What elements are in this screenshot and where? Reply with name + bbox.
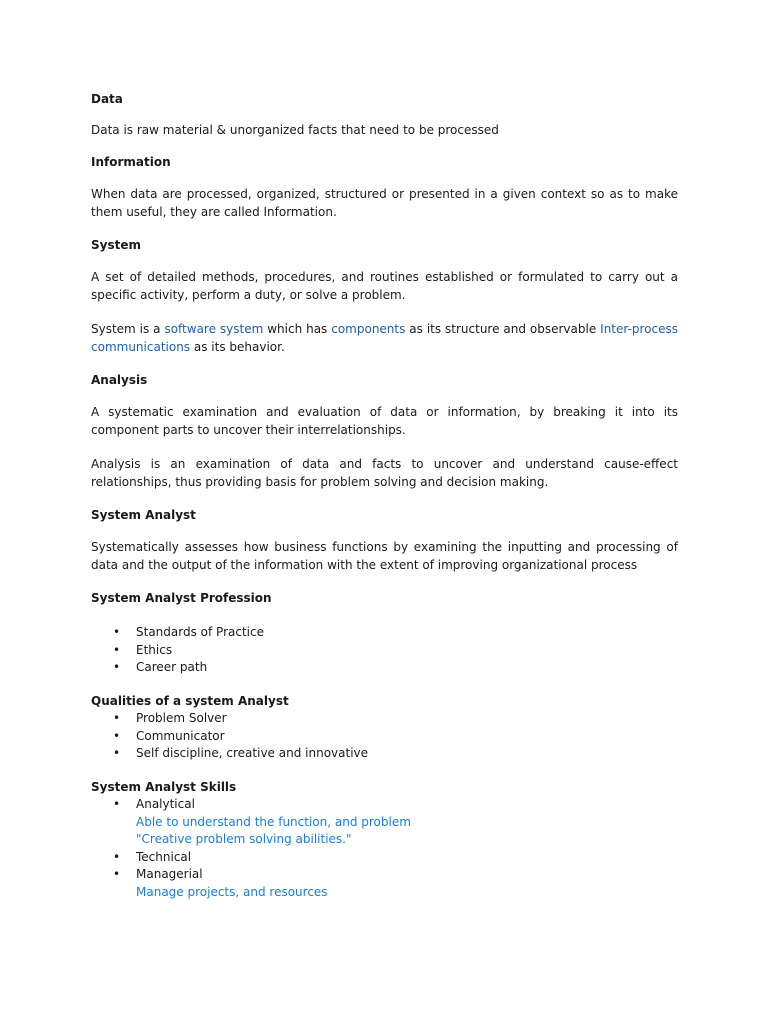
analysis-description: Analysis is an examination of data and facts to uncover and understand cause-effect relationships, thus providing basis for problem solving and decision making.	[91, 457, 678, 489]
bullet: •	[113, 746, 121, 760]
data-definition: Data is raw material & unorganized facts that need to be processed	[91, 123, 499, 137]
list-item	[91, 866, 678, 884]
skills-list	[91, 796, 678, 901]
list-item-label: Technical	[136, 849, 192, 864]
analysis-heading: Analysis	[91, 373, 148, 387]
skill-detail: Manage projects, and resources	[136, 884, 328, 899]
system-desc-text-1: System is a	[91, 322, 165, 336]
list-item-label: Self discipline, creative and innovative	[136, 746, 369, 760]
bullet: •	[113, 625, 121, 639]
list-item	[91, 849, 678, 867]
system-analyst-heading: System Analyst	[91, 508, 196, 522]
list-item	[91, 642, 678, 660]
analysis-definition: A systematic examination and evaluation of data or information, by breaking it into its component parts to uncover their interrelationships.	[91, 405, 678, 437]
list-item	[91, 624, 678, 642]
system-desc-text-2: which has	[263, 322, 332, 336]
skill-detail: "Creative problem solving abilities."	[136, 832, 352, 846]
list-item	[91, 796, 678, 814]
list-item-label: Career path	[136, 660, 208, 674]
information-definition: When data are processed, organized, structured or presented in a given context so as to make them useful, they are called Information.	[91, 187, 678, 219]
qualities-list	[91, 710, 678, 763]
profession-list	[91, 624, 678, 677]
bullet: •	[113, 660, 121, 674]
list-item-label: Communicator	[136, 728, 225, 743]
list-item-label: Problem Solver	[136, 711, 227, 725]
qualities-heading: Qualities of a system Analyst	[91, 694, 289, 708]
system-description	[91, 321, 678, 356]
bullet: •	[113, 797, 121, 811]
list-item	[91, 728, 678, 746]
list-item-label: Analytical	[136, 797, 195, 811]
skill-detail: Able to understand the function, and problem	[136, 814, 411, 829]
data-heading: Data	[91, 92, 123, 106]
skills-heading: System Analyst Skills	[91, 780, 237, 794]
list-item-label: Managerial	[136, 867, 203, 881]
bullet: •	[113, 849, 121, 864]
skills-list-1	[91, 796, 678, 814]
bullet: •	[113, 642, 121, 657]
list-item	[91, 659, 678, 677]
software-system-link[interactable]: software system	[164, 322, 264, 336]
system-desc-text-4: as its behavior.	[190, 339, 285, 354]
inter-process-communications-link[interactable]: Inter-process communications	[91, 322, 678, 354]
list-item	[91, 710, 678, 728]
components-link[interactable]: components	[331, 322, 406, 336]
list-item-label: Ethics	[136, 642, 173, 657]
information-heading: Information	[91, 155, 171, 169]
bullet: •	[113, 728, 121, 743]
list-item-label: Standards of Practice	[136, 625, 264, 639]
system-heading: System	[91, 238, 141, 252]
system-definition: A set of detailed methods, procedures, and routines established or formulated to carry out a specific activity, perform a duty, or solve a problem.	[91, 270, 678, 302]
bullet: •	[113, 867, 121, 881]
system-analyst-definition: Systematically assesses how business functions by examining the inputting and processing of data and the output of the information with the extent of improving organizational process	[91, 540, 678, 572]
list-item	[91, 745, 678, 763]
system-desc-text-3: as its structure and observable	[405, 322, 601, 336]
bullet: •	[113, 711, 121, 725]
skills-list-2	[91, 849, 678, 884]
profession-heading: System Analyst Profession	[91, 591, 272, 605]
